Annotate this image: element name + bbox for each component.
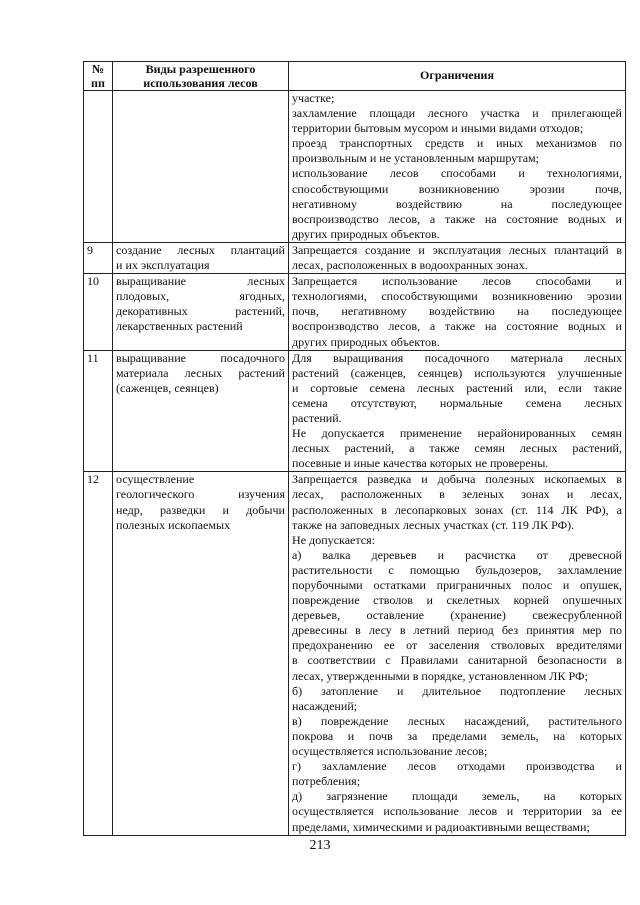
cell-restrictions xyxy=(289,242,626,273)
header-restrictions: Ограничения xyxy=(289,62,626,91)
use-type-line: материала лесных растений xyxy=(116,365,285,380)
restriction-line: Запрещается создание и эксплуатация лесных плантаций в xyxy=(292,242,622,257)
restriction-line: расположенных в лесопарковых зонах (ст. 114 ЛК РФ), а xyxy=(292,502,622,517)
restriction-line: б) затопление и длительное подтопление лесных xyxy=(292,683,622,698)
cell-restrictions xyxy=(289,274,626,350)
cell-restrictions xyxy=(289,350,626,472)
restriction-line: Запрещается разведка и добыча полезных ископаемых в xyxy=(292,472,622,487)
restriction-line: покрова и почв за пределами земель, на которых xyxy=(292,728,622,743)
restriction-line: способствующими возникновению эрозии почв, xyxy=(292,181,622,196)
restriction-line: почв, негативному воздействию на последующее xyxy=(292,304,622,319)
restriction-line: лесах, утвержденными в порядке, установленном ЛК РФ; xyxy=(292,668,588,683)
cell-number: 12 xyxy=(84,472,113,835)
cell-number: 9 xyxy=(84,242,113,273)
table-row xyxy=(84,242,626,273)
cell-use-type xyxy=(113,350,289,472)
use-type-line: лекарственных растений xyxy=(116,319,243,334)
cell-use-type xyxy=(113,91,289,243)
restrictions-table xyxy=(83,61,626,836)
page-number: 213 xyxy=(309,838,331,853)
restriction-line: использование лесов способами и технологиями, xyxy=(292,166,622,181)
restriction-line: растений. xyxy=(292,410,342,425)
restriction-line: воспроизводство лесов, а также на состояние водных и xyxy=(292,319,622,334)
restriction-line: проезд транспортных средств и иных механизмов по xyxy=(292,136,622,151)
cell-restrictions xyxy=(289,472,626,835)
restriction-line: растительности с помощью бульдозеров, захламление xyxy=(292,562,622,577)
restriction-line: порубочными остатками приграничных полос и опушек, xyxy=(292,578,622,592)
use-type-line: декоративных растений, xyxy=(116,304,285,319)
restriction-line: негативному воздействию на последующее xyxy=(292,196,622,211)
restriction-line: в) повреждение лесных насаждений, растительного xyxy=(292,713,622,728)
restriction-line: воспроизводство лесов, а также на состояние водных и xyxy=(292,211,622,226)
restriction-line: других природных объектов. xyxy=(292,334,440,349)
header-use-type: Виды разрешенного использования лесов xyxy=(113,62,289,91)
use-type-line: недр, разведки и добычи xyxy=(116,502,285,517)
cell-use-type xyxy=(113,242,289,273)
restriction-line: участке; xyxy=(292,91,335,105)
restriction-line: предохранению ее от заселения стволовых вредителями xyxy=(292,638,622,653)
restriction-line: древесины в лесу в летний период без принятия мер по xyxy=(292,623,622,638)
cell-number: 11 xyxy=(84,350,113,472)
header-number: № пп xyxy=(84,62,113,91)
use-type-line: выращивание лесных xyxy=(116,274,285,289)
use-type-line: и их эксплуатация xyxy=(116,258,210,273)
restriction-line: посевные и иные качества которых не проверены. xyxy=(292,456,549,471)
restriction-line: д) загрязнение площади земель, на которых xyxy=(292,789,622,804)
use-type-line: выращивание посадочного xyxy=(116,350,285,365)
restriction-line: г) захламление лесов отходами производства и xyxy=(292,759,622,774)
cell-use-type xyxy=(113,472,289,835)
restriction-line: Для выращивания посадочного материала лесных xyxy=(292,350,622,365)
table-row xyxy=(84,472,626,835)
restriction-line: Не допускается: xyxy=(292,532,376,547)
restriction-line: также на заповедных лесных участках (ст. 119 ЛК РФ). xyxy=(292,517,575,532)
restriction-line: насаждений; xyxy=(292,698,358,713)
restriction-line: лесных растений, а также семян лесных растений, xyxy=(292,441,622,456)
cell-number: 10 xyxy=(84,274,113,350)
table-row-continuation xyxy=(84,91,626,243)
restriction-line: произвольным и не установленным маршрутам; xyxy=(292,151,540,166)
restriction-line: семена отсутствуют, нормальные семена лесных xyxy=(292,395,622,410)
cell-number xyxy=(84,91,113,243)
table-header-row xyxy=(84,62,626,91)
table-row xyxy=(84,350,626,472)
restriction-line: потребления; xyxy=(292,774,361,789)
restriction-line: технологиями, способствующими возникновению эрозии xyxy=(292,289,622,304)
restriction-line: деревьев, оставление (хранение) свежесрубленной xyxy=(292,608,622,623)
cell-restrictions xyxy=(289,91,626,243)
cell-use-type xyxy=(113,274,289,350)
restriction-line: других природных объектов. xyxy=(292,226,440,241)
restriction-line: в соответствии с Правилами санитарной безопасности в xyxy=(292,653,622,668)
restriction-line: и сортовые семена лесных растений или, если такие xyxy=(292,380,622,395)
use-type-line: плодовых, ягодных, xyxy=(116,289,285,304)
restriction-line: а) валка деревьев и расчистка от древесной xyxy=(292,547,622,562)
use-type-line: (саженцев, сеянцев) xyxy=(116,380,219,395)
restriction-line: осуществляется использование лесов; xyxy=(292,744,488,759)
restriction-line: территории бытовым мусором и иными видами отходов; xyxy=(292,121,584,136)
restriction-line: повреждение стволов и скелетных корней опушечных xyxy=(292,593,622,608)
use-type-line: создание лесных плантаций xyxy=(116,242,285,257)
use-type-line: осуществление xyxy=(116,472,195,487)
restriction-line: лесах, расположенных в зеленых зонах и лесах, xyxy=(292,487,622,502)
restriction-line: осуществляется использование лесов и территории за ее xyxy=(292,804,622,819)
table-row xyxy=(84,274,626,350)
restriction-line: Не допускается применение нерайонированных семян xyxy=(292,426,622,441)
restriction-line: захламление площади лесного участка и прилегающей xyxy=(292,106,622,121)
use-type-line: геологического изучения xyxy=(116,487,285,502)
use-type-line: полезных ископаемых xyxy=(116,517,231,532)
restriction-line: Запрещается использование лесов способами и xyxy=(292,274,622,289)
restriction-line: лесах, расположенных в водоохранных зонах. xyxy=(292,258,528,273)
restriction-line: пределами, химическими и радиоактивными веществами; xyxy=(292,819,590,834)
restriction-line: растений (саженцев, сеянцев) используются улучшенные xyxy=(292,365,622,380)
